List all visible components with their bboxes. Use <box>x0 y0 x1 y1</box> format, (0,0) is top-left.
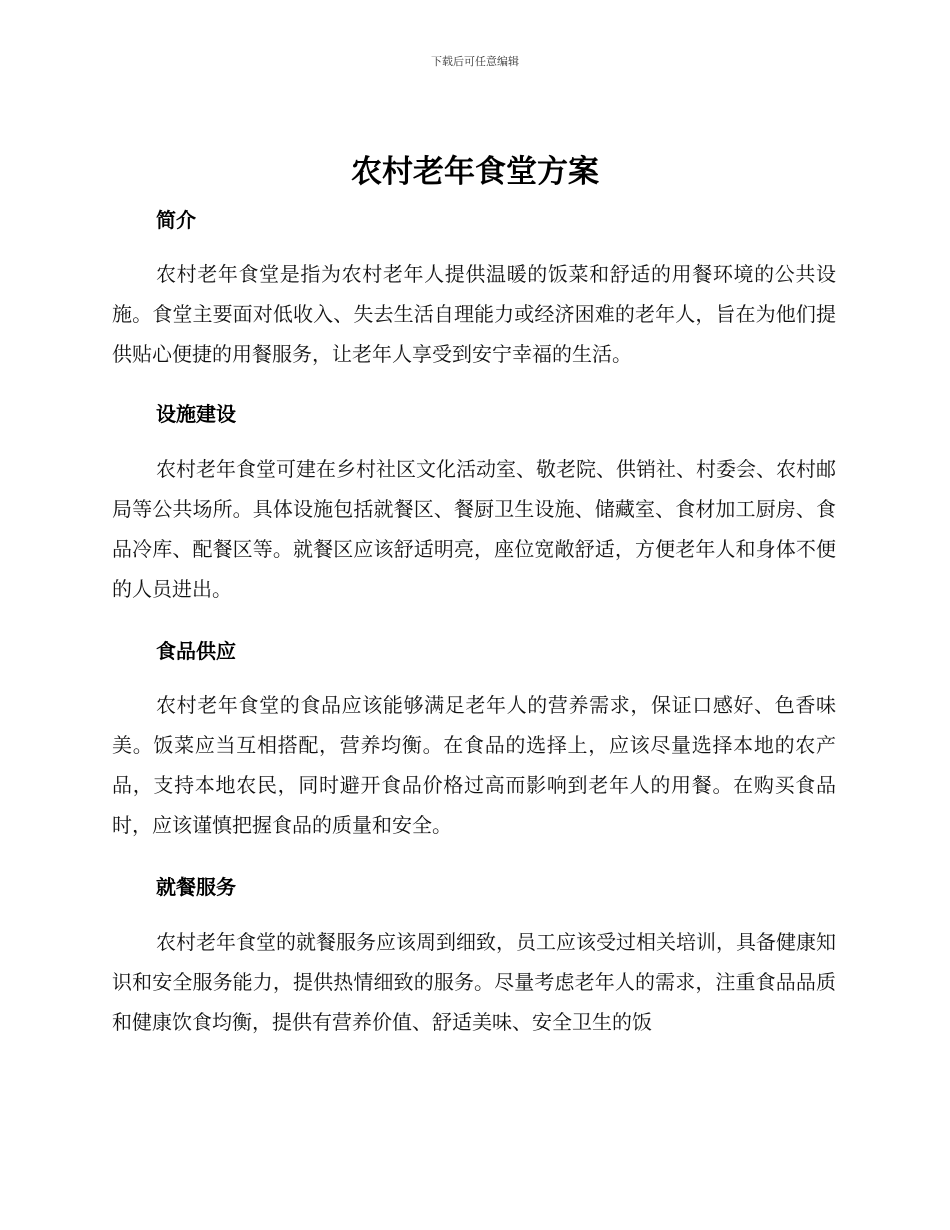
section-body-dining-service: 农村老年食堂的就餐服务应该周到细致，员工应该受过相关培训，具备健康知识和安全服务能力，提供热情细致的服务。尽量考虑老年人的需求，注重食品品质和健康饮食均衡，提供有营养价值、舒适美味、安全卫生的饭 <box>112 930 836 1034</box>
document-title: 农村老年食堂方案 <box>351 154 599 190</box>
header-note: 下载后可任意编辑 <box>431 55 519 68</box>
section-body-facilities: 农村老年食堂可建在乡村社区文化活动室、敬老院、供销社、村委会、农村邮局等公共场所。具体设施包括就餐区、餐厨卫生设施、储藏室、食材加工厨房、食品冷库、配餐区等。就餐区应该舒适明亮，座位宽敞舒适，方便老年人和身体不便的人员进出。 <box>112 457 836 601</box>
section-heading-facilities: 设施建设 <box>156 402 236 426</box>
section-heading-food-supply: 食品供应 <box>156 639 236 663</box>
section-heading-dining-service: 就餐服务 <box>156 875 236 899</box>
section-heading-intro: 简介 <box>156 208 196 232</box>
section-body-intro: 农村老年食堂是指为农村老年人提供温暖的饭菜和舒适的用餐环境的公共设施。食堂主要面对低收入、失去生活自理能力或经济困难的老年人，旨在为他们提供贴心便捷的用餐服务，让老年人享受到安宁幸福的生活。 <box>112 262 836 366</box>
section-body-food-supply: 农村老年食堂的食品应该能够满足老年人的营养需求，保证口感好、色香味美。饭菜应当互相搭配，营养均衡。在食品的选择上，应该尽量选择本地的农产品，支持本地农民，同时避开食品价格过高而影响到老年人的用餐。在购买食品时，应该谨慎把握食品的质量和安全。 <box>112 693 836 837</box>
